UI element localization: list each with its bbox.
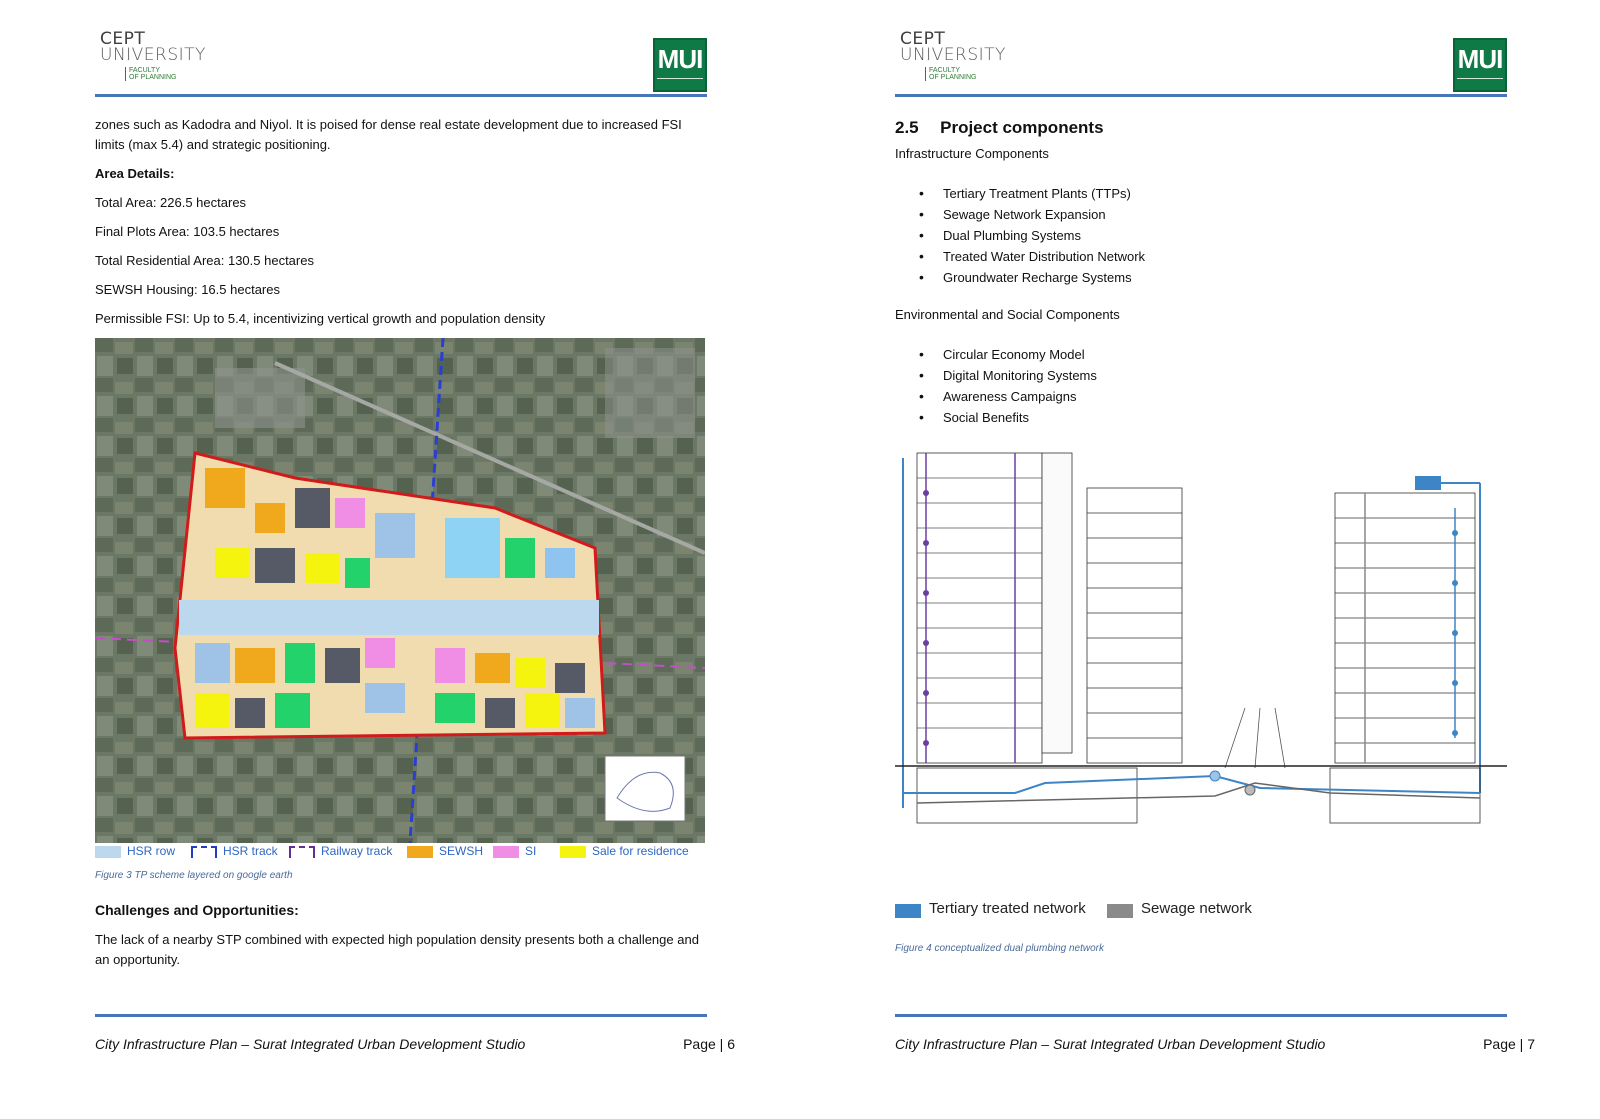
mui-logo <box>1453 38 1507 92</box>
sewsh-swatch <box>407 846 433 858</box>
legend-label: Sewage network <box>1141 900 1252 917</box>
list-item: • Awareness Campaigns <box>895 386 1507 407</box>
footer-rule <box>895 1014 1507 1017</box>
building-section-graphic <box>895 448 1507 848</box>
dual-plumbing-diagram <box>895 448 1507 848</box>
list-item: • Treated Water Distribution Network <box>895 246 1507 267</box>
mui-logo-text: MUI <box>657 44 703 74</box>
mui-logo-text: MUI <box>1457 44 1503 74</box>
legend-label: HSR track <box>223 844 278 858</box>
footer-title: City Infrastructure Plan – Surat Integrated Urban Development Studio <box>895 1036 1326 1052</box>
section-number: 2.5 <box>895 118 919 137</box>
intro-paragraph: zones such as Kadodra and Niyol. It is poised for dense real estate development due to increased FSI limits (max 5.4) and strategic positioning. <box>95 117 682 152</box>
detail-final-plots: Final Plots Area: 103.5 hectares <box>95 224 280 239</box>
list-item: • Sewage Network Expansion <box>895 204 1507 225</box>
detail-fsi: Permissible FSI: Up to 5.4, incentivizing vertical growth and population density <box>95 311 546 326</box>
detail-sewsh: SEWSH Housing: 16.5 hectares <box>95 282 280 297</box>
figure-4-caption: Figure 4 conceptualized dual plumbing network <box>895 943 1105 954</box>
legend-label: Sale for residence <box>592 844 689 858</box>
planning-line: OF PLANNING <box>929 74 977 81</box>
faculty-line: FACULTY <box>929 67 960 74</box>
page-7 <box>895 0 1535 1119</box>
legend-label: SEWSH <box>439 844 484 858</box>
infra-heading: Infrastructure Components <box>895 146 1049 161</box>
challenges-paragraph: The lack of a nearby STP combined with expected high population density presents both a challenge and an opportunity. <box>95 932 699 967</box>
area-details-heading: Area Details: <box>95 166 175 181</box>
page-6 <box>95 0 735 1119</box>
legend-label: Tertiary treated network <box>929 900 1086 917</box>
list-item: • Circular Economy Model <box>895 344 1507 365</box>
header-rule <box>95 94 707 97</box>
list-item: • Digital Monitoring Systems <box>895 365 1507 386</box>
detail-total-area: Total Area: 226.5 hectares <box>95 195 247 210</box>
list-item: • Social Benefits <box>895 407 1507 428</box>
railway-track-swatch <box>289 846 315 858</box>
satellite-map-graphic <box>95 338 705 843</box>
sale-residence-swatch <box>560 846 586 858</box>
list-item: • Dual Plumbing Systems <box>895 225 1507 246</box>
mui-logo-subline <box>1457 78 1503 82</box>
detail-residential: Total Residential Area: 130.5 hectares <box>95 253 314 268</box>
sewage-network-swatch <box>1107 904 1133 918</box>
si-swatch <box>493 846 519 858</box>
mui-logo-subline <box>657 78 703 82</box>
map-legend <box>95 843 707 861</box>
tertiary-network-swatch <box>895 904 921 918</box>
mui-logo <box>653 38 707 92</box>
section-title: Project components <box>940 118 1104 137</box>
env-list <box>895 344 1507 428</box>
planning-line: OF PLANNING <box>129 74 177 81</box>
page-header <box>895 28 1507 98</box>
legend-label: SI <box>525 844 537 858</box>
page-number: Page | 6 <box>683 1036 735 1052</box>
cept-university-logo <box>100 30 210 90</box>
list-item: • Groundwater Recharge Systems <box>895 267 1507 288</box>
hsr-row-swatch <box>95 846 121 858</box>
university-logo-text: UNIVERSITY <box>100 45 206 65</box>
faculty-logo-text <box>925 67 976 81</box>
footer-rule <box>95 1014 707 1017</box>
cept-logo-text: CEPT <box>100 29 146 49</box>
env-heading: Environmental and Social Components <box>895 307 1120 322</box>
figure-3-caption: Figure 3 TP scheme layered on google earth <box>95 870 293 881</box>
legend-label: HSR row <box>127 844 176 858</box>
section-heading <box>895 118 1507 138</box>
cept-logo-text: CEPT <box>900 29 946 49</box>
list-item: • Tertiary Treatment Plants (TTPs) <box>895 183 1507 204</box>
page-header <box>95 28 707 98</box>
tp-scheme-map <box>95 338 705 843</box>
footer-title: City Infrastructure Plan – Surat Integrated Urban Development Studio <box>95 1036 526 1052</box>
university-logo-text: UNIVERSITY <box>900 45 1006 65</box>
hsr-track-swatch <box>191 846 217 858</box>
header-rule <box>895 94 1507 97</box>
diagram-legend <box>895 900 1507 922</box>
faculty-logo-text <box>125 67 176 81</box>
challenges-heading: Challenges and Opportunities: <box>95 902 299 918</box>
faculty-line: FACULTY <box>129 67 160 74</box>
legend-label: Railway track <box>321 844 393 858</box>
page-number: Page | 7 <box>1483 1036 1535 1052</box>
infra-list <box>895 183 1507 288</box>
cept-university-logo <box>900 30 1010 90</box>
